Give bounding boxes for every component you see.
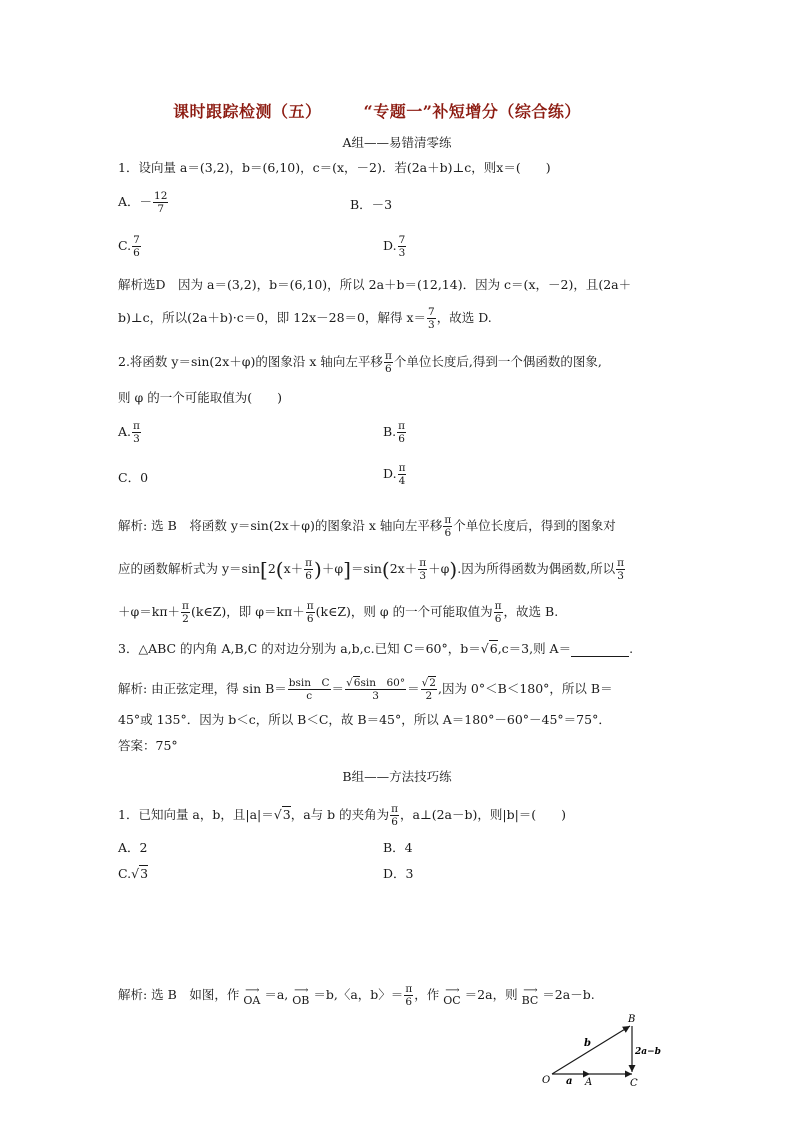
- group-b-heading: B组——方法技巧练: [342, 769, 452, 784]
- label-a: a: [566, 1076, 573, 1087]
- qa2-option-b: B. $\frac{\pi}{6}$: [383, 420, 406, 445]
- qa3-solution-line1: 解析: 由正弦定理，得 sin B＝ $\frac{\text{bsin C}}{c}$ ＝ $\frac{√6\sin 60^\circ}{3}$ ＝ $\frac{√2}{2}$ ,因为 0°＜B＜180°，所以 B＝: [118, 677, 613, 702]
- qa3-stem: 3．△ABC 的内角 A,B,C 的对边分别为 a,b,c.已知 C＝60°，b＝√6,c＝3,则 A＝ .: [118, 641, 634, 656]
- vector-triangle-figure: [538, 1010, 678, 1090]
- label-b: b: [584, 1038, 591, 1049]
- qa2-stem-line1: 2.将函数 y＝sin(2x＋φ)的图象沿 x 轴向左平移 $\frac{\pi}{6}$ 个单位长度后,得到一个偶函数的图象,: [118, 350, 602, 375]
- group-a-heading: A组——易错清零练: [342, 135, 452, 150]
- qb1-option-d: D．3: [383, 866, 414, 881]
- qa2-stem-line2: 则 φ 的一个可能取值为( ): [118, 390, 282, 405]
- qa1-option-c: C. $\frac{7}{6}$: [118, 234, 140, 259]
- title-part1: 课时跟踪检测（五）: [173, 102, 322, 121]
- qa2-solution-line1: 解析: 选 B 将函数 y＝sin(2x＋φ)的图象沿 x 轴向左平移 $\frac{\pi}{6}$ 个单位长度后，得到的图象对: [118, 514, 616, 539]
- qb1-solution: 解析: 选 B 如图，作 ⟶ OA ＝a, ⟶ OB ＝b,〈a，b〉＝ $\frac{\pi}{6}$ ，作 ⟶ OC ＝2a，则 ⟶ BC ＝2a－b.: [118, 983, 595, 1008]
- qa1-option-b: B．－3: [350, 197, 393, 212]
- label-A: A: [585, 1077, 593, 1088]
- qa2-option-a: A. $\frac{\pi}{3}$: [118, 420, 140, 445]
- title-part2: “专题一”补短增分（综合练）: [363, 102, 581, 121]
- qa1-solution-line1: 解析选D 因为 a＝(3,2)，b＝(6,10)，所以 2a＋b＝(12,14)．因为 c＝(x，－2)，且(2a＋: [118, 277, 632, 292]
- qb1-option-b: B．4: [383, 840, 413, 855]
- label-2a-b: 2a−b: [635, 1047, 661, 1057]
- qa1-option-a: A．－ $\frac{12}{7}$: [118, 190, 168, 215]
- qb1-option-c: C.√3: [118, 866, 149, 881]
- qa3-answer: 答案：75°: [118, 738, 178, 753]
- label-O: O: [542, 1075, 551, 1086]
- qa3-solution-line2: 45°或 135°．因为 b＜c，所以 B＜C，故 B＝45°，所以 A＝180°－60°－45°＝75°．: [118, 712, 611, 727]
- qa1-option-d: D. $\frac{7}{3}$: [383, 234, 406, 259]
- qa2-solution-line2: 应的函数解析式为 y＝sin[2(x＋ $\frac{\pi}{6}$ )＋φ]＝sin(2x＋ $\frac{\pi}{3}$ ＋φ).因为所得函数为偶函数,所以 $\frac{\pi}{3}$: [118, 557, 625, 582]
- qa1-solution-line2: b)⊥c，所以(2a＋b)·c＝0，即 12x－28＝0，解得 x＝ $\frac{7}{3}$ ，故选 D.: [118, 306, 492, 331]
- qa1-stem: 1．设向量 a＝(3,2)，b＝(6,10)，c＝(x，－2)．若(2a＋b)⊥c，则x＝( ): [118, 160, 551, 175]
- qa2-option-d: D. $\frac{\pi}{4}$: [383, 462, 406, 487]
- qa2-option-c: C．0: [118, 470, 149, 485]
- qb1-option-a: A．2: [118, 840, 148, 855]
- vector-ob-line: [552, 1026, 630, 1074]
- label-C: C: [630, 1078, 638, 1089]
- label-B: B: [628, 1014, 636, 1025]
- page-title: [173, 99, 581, 122]
- qa2-solution-line3: ＋φ＝kπ＋ $\frac{\pi}{2}$ (k∈Z)，即 φ＝kπ＋ $\frac{\pi}{6}$ (k∈Z)，则 φ 的一个可能取值为 $\frac{\pi}{6}$ ，故选 B.: [118, 600, 559, 625]
- qb1-stem: 1．已知向量 a，b，且|a|＝√3，a与 b 的夹角为 $\frac{\pi}{6}$ ，a⊥(2a－b)，则|b|＝( ): [118, 803, 567, 828]
